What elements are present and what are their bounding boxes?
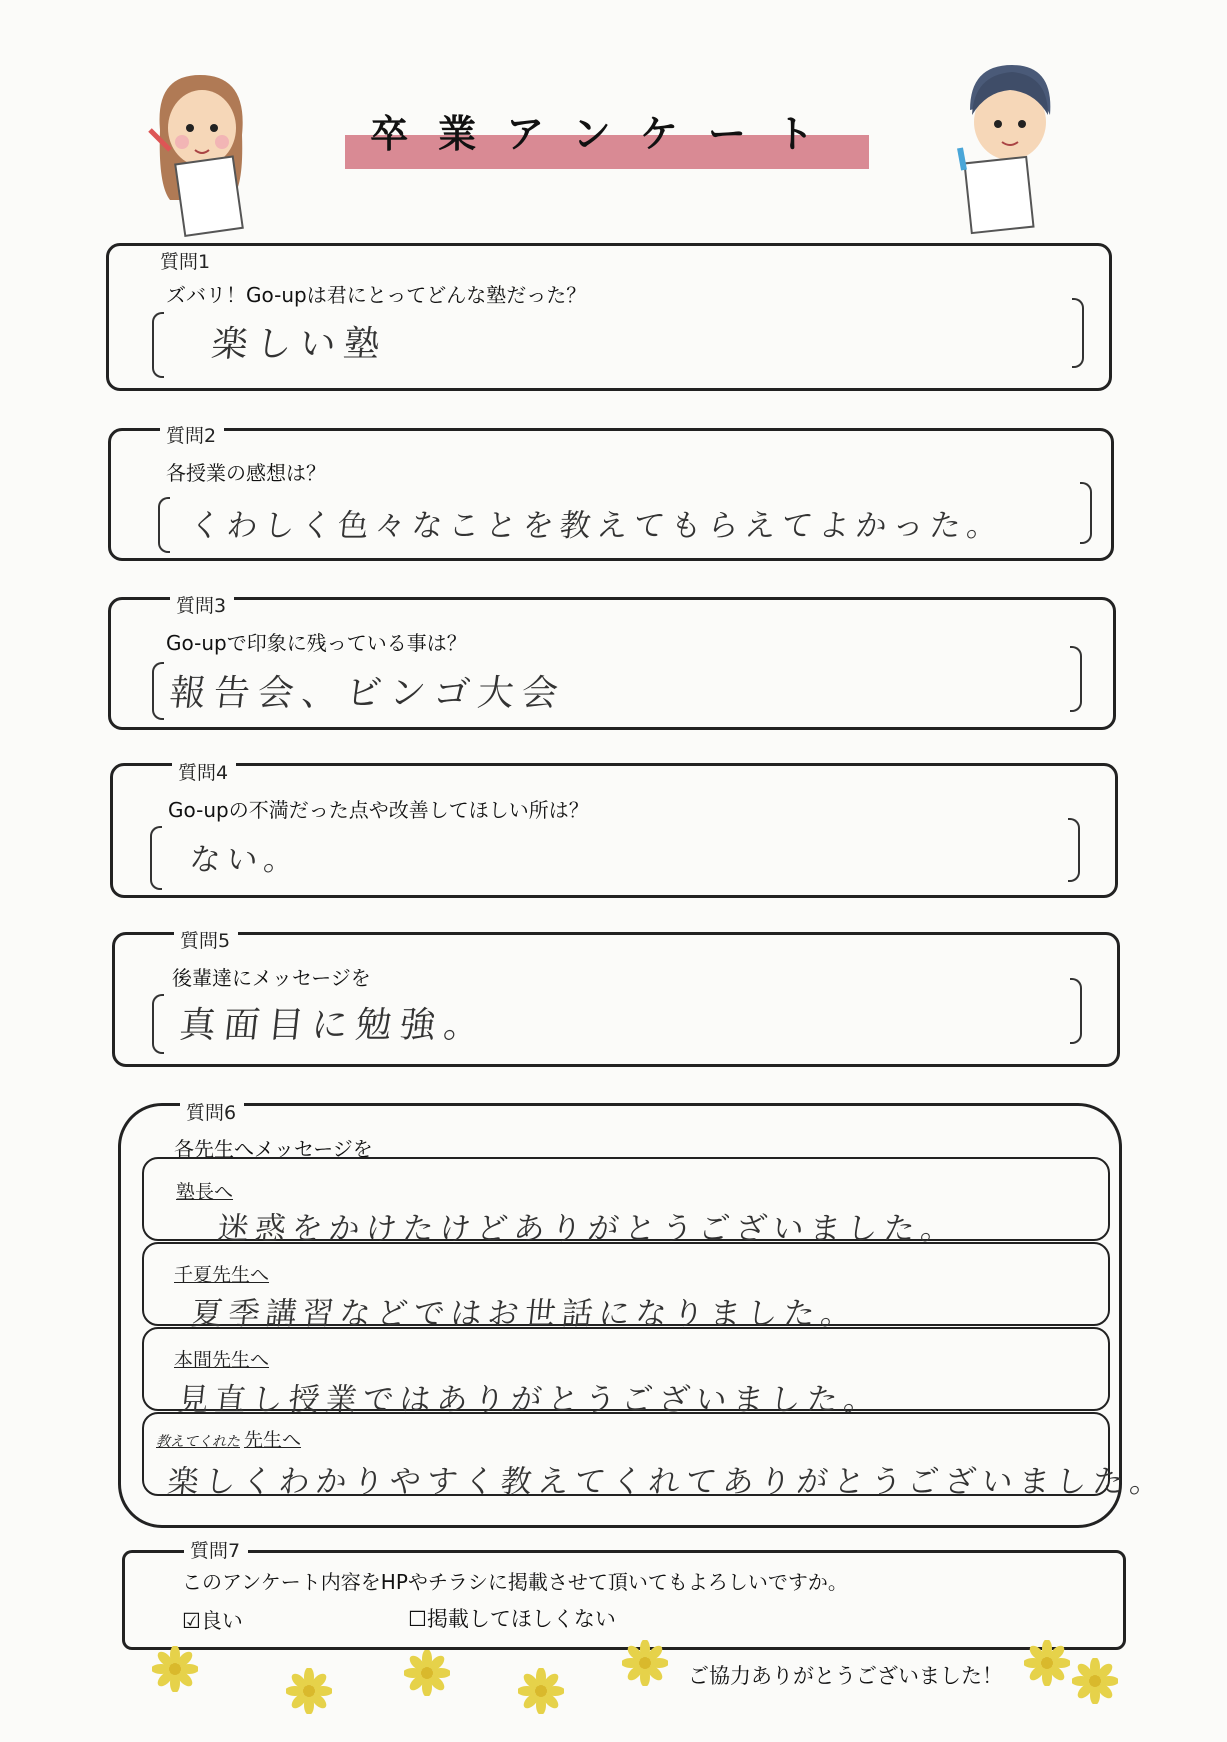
question-5-label: 質問5 bbox=[174, 926, 238, 953]
flower-decoration bbox=[404, 1650, 450, 1696]
flower-decoration bbox=[152, 1646, 198, 1692]
question-7-box bbox=[122, 1550, 1126, 1650]
question-1-text: ズバリ！Go-upは君にとってどんな塾だった？ bbox=[166, 283, 587, 307]
consent-no-checkbox[interactable]: ☐掲載してほしくない bbox=[408, 1607, 616, 1631]
question-3-text: Go-upで印象に残っている事は？ bbox=[166, 631, 467, 655]
question-2-text: 各授業の感想は？ bbox=[166, 461, 326, 485]
teacher-name: 教えてくれた 先生へ bbox=[156, 1429, 302, 1451]
consent-yes-checkbox[interactable]: ☑良い bbox=[182, 1609, 243, 1633]
teacher-name: 塾長へ bbox=[176, 1181, 234, 1203]
question-2-label: 質問2 bbox=[160, 421, 224, 448]
flower-decoration bbox=[286, 1668, 332, 1714]
thanks-message: ご協力ありがとうございました！ bbox=[688, 1664, 1003, 1688]
teacher-message: 夏季講習などではお世話になりました。 bbox=[189, 1296, 860, 1332]
teacher-name-handwritten: 教えてくれた bbox=[156, 1434, 240, 1450]
answer-bracket-left bbox=[152, 312, 164, 378]
answer-5: 真面目に勉強。 bbox=[177, 1005, 490, 1046]
answer-2: くわしく色々なことを教えてもらえてよかった。 bbox=[187, 508, 1006, 544]
answer-bracket-right bbox=[1070, 978, 1082, 1044]
answer-bracket-left bbox=[152, 994, 164, 1054]
question-7-text: このアンケート内容をHPやチラシに掲載させて頂いてもよろしいですか。 bbox=[182, 1570, 848, 1594]
answer-3: 報告会、ビンゴ大会 bbox=[167, 673, 568, 714]
flower-decoration bbox=[518, 1668, 564, 1714]
teacher-name: 千夏先生へ bbox=[174, 1264, 270, 1286]
boy-illustration bbox=[950, 60, 1070, 240]
question-4-text: Go-upの不満だった点や改善してほしい所は？ bbox=[168, 798, 589, 822]
answer-bracket-right bbox=[1080, 482, 1092, 544]
teacher-message: 見直し授業ではありがとうございました。 bbox=[175, 1382, 883, 1418]
answer-bracket-right bbox=[1068, 818, 1080, 882]
page-title: 卒業アンケート bbox=[370, 112, 844, 156]
question-5-text: 後輩達にメッセージを bbox=[172, 966, 371, 990]
question-6-text: 各先生へメッセージを bbox=[174, 1137, 373, 1161]
answer-bracket-right bbox=[1072, 298, 1084, 368]
flower-decoration bbox=[1024, 1640, 1070, 1686]
answer-1: 楽しい塾 bbox=[209, 324, 390, 365]
answer-bracket-left bbox=[150, 826, 162, 890]
flower-decoration bbox=[1072, 1658, 1118, 1704]
answer-bracket-left bbox=[152, 662, 164, 720]
question-7-label: 質問7 bbox=[184, 1536, 248, 1563]
teacher-name: 本間先生へ bbox=[174, 1349, 270, 1371]
answer-bracket-right bbox=[1070, 646, 1082, 712]
answer-bracket-left bbox=[158, 497, 170, 553]
question-4-label: 質問4 bbox=[172, 758, 236, 785]
answer-4: ない。 bbox=[187, 842, 303, 878]
question-6-label: 質問6 bbox=[180, 1098, 244, 1125]
teacher-message: 迷惑をかけたけどありがとうございました。 bbox=[215, 1211, 960, 1247]
question-3-label: 質問3 bbox=[170, 591, 234, 618]
question-1-label: 質問1 bbox=[154, 247, 218, 274]
flower-decoration bbox=[622, 1640, 668, 1686]
girl-illustration bbox=[140, 70, 270, 240]
teacher-message: 楽しくわかりやすく教えてくれてありがとうございました。 bbox=[165, 1464, 1169, 1500]
